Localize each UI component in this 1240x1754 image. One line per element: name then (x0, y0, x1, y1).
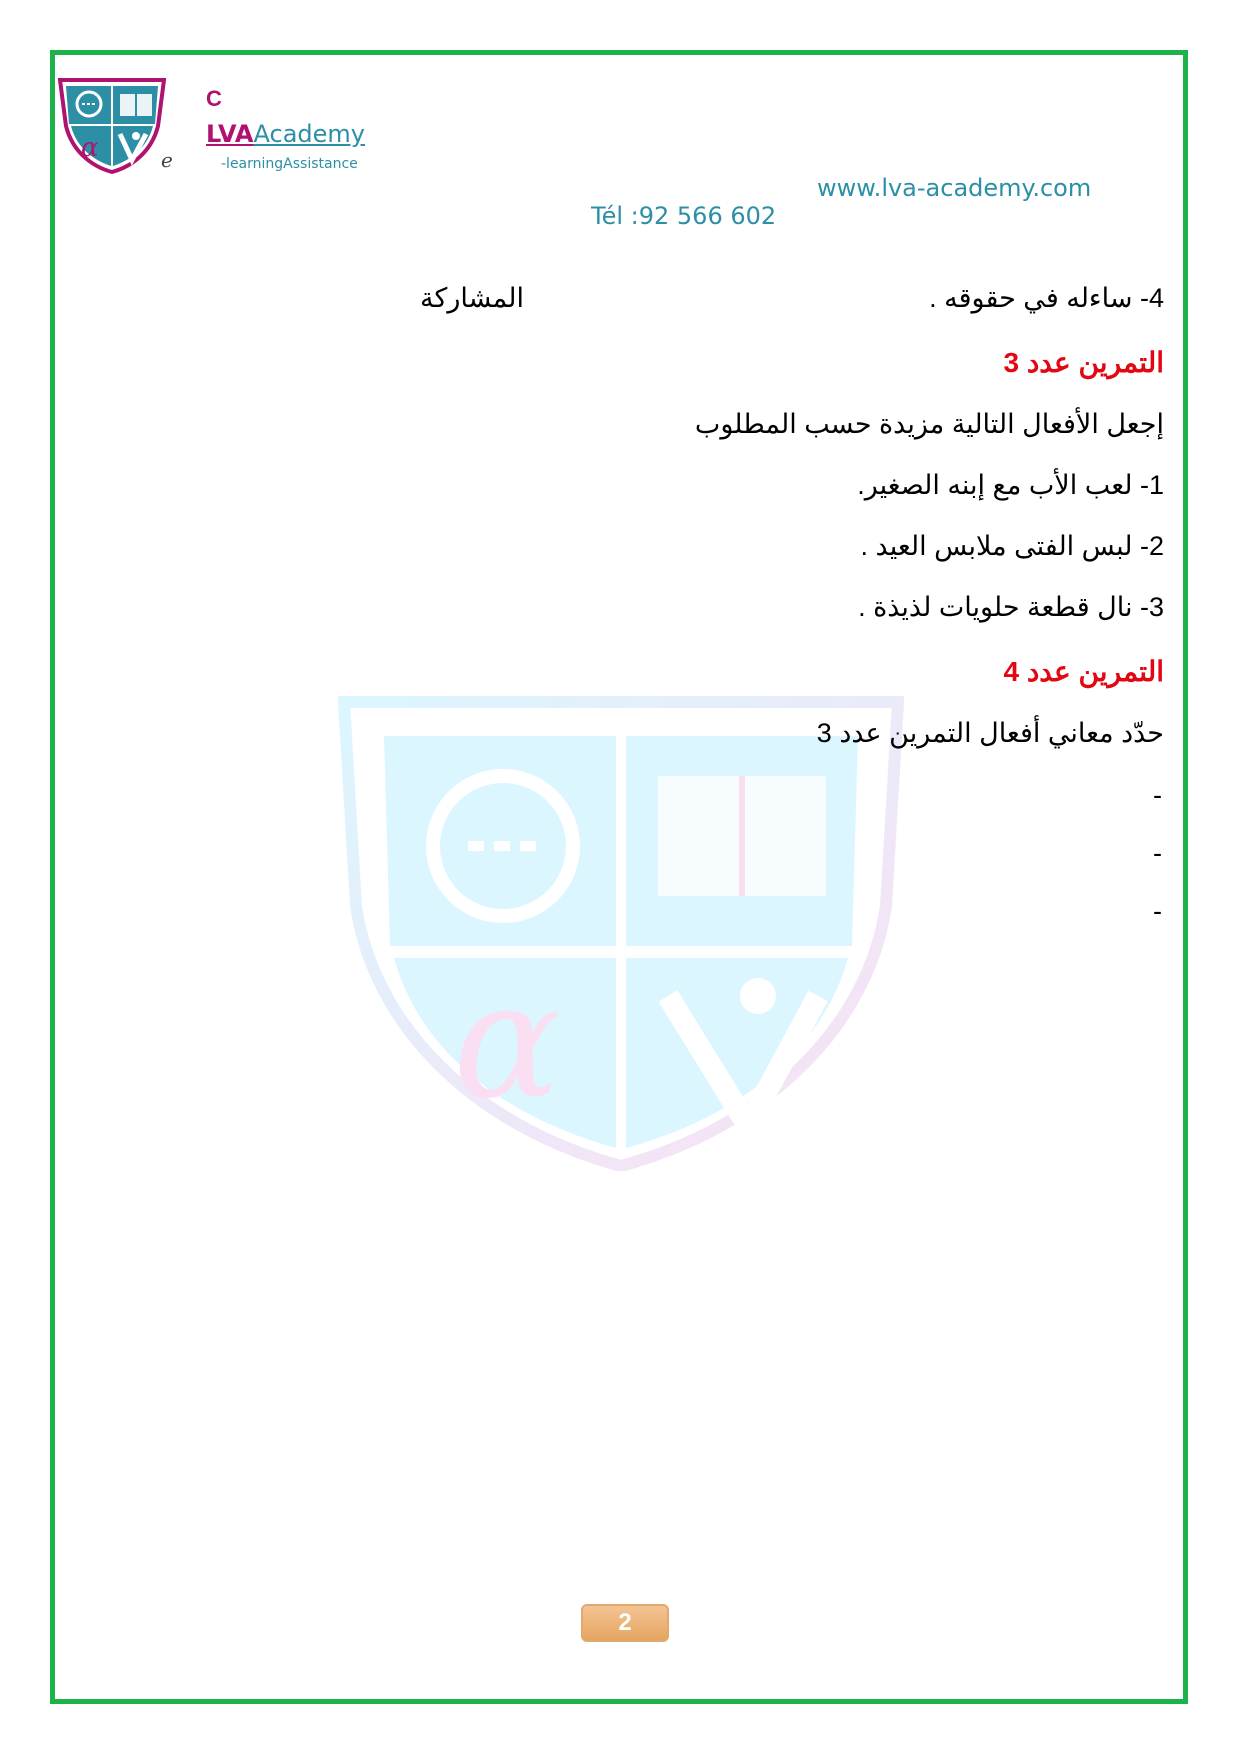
phone-number: Tél :92 566 602 (591, 202, 777, 230)
brand-letter: C (206, 86, 222, 111)
brand-name (206, 120, 365, 148)
svg-text:α: α (453, 947, 562, 1134)
exercise-4-title: التمرين عدد 4 (1003, 656, 1164, 687)
brand-lva: LVA (206, 120, 254, 148)
exercise-3-item-1: 1- لعب الأب مع إبنه الصغير. (857, 470, 1164, 500)
exercise-3-instruction: إجعل الأفعال التالية مزيدة حسب المطلوب (694, 409, 1164, 439)
academy-logo (56, 76, 168, 174)
answer-blank-3: - (1153, 896, 1162, 926)
page-number: 2 (581, 1604, 669, 1642)
brand-tagline: -learningAssistance (221, 156, 358, 172)
website-link[interactable]: www.lva-academy.com (817, 174, 1092, 202)
svg-text:α: α (81, 133, 99, 163)
answer-blank-1: - (1153, 780, 1162, 810)
brand-academy: Academy (253, 120, 365, 148)
exercise-3-item-3: 3- نال قطعة حلويات لذيذة . (858, 592, 1164, 622)
exercise-3-item-2: 2- لبس الفتى ملابس العيد . (860, 531, 1164, 561)
answer-blank-2: - (1153, 838, 1162, 868)
brand-e-letter: e (161, 148, 173, 172)
item-4-answer: المشاركة (420, 283, 525, 313)
academy-watermark (338, 696, 904, 1171)
item-4: 4- ساءله في حقوقه . (929, 283, 1164, 313)
exercise-3-title: التمرين عدد 3 (1003, 347, 1164, 378)
exercise-4-instruction: حدّد معاني أفعال التمرين عدد 3 (816, 718, 1164, 748)
